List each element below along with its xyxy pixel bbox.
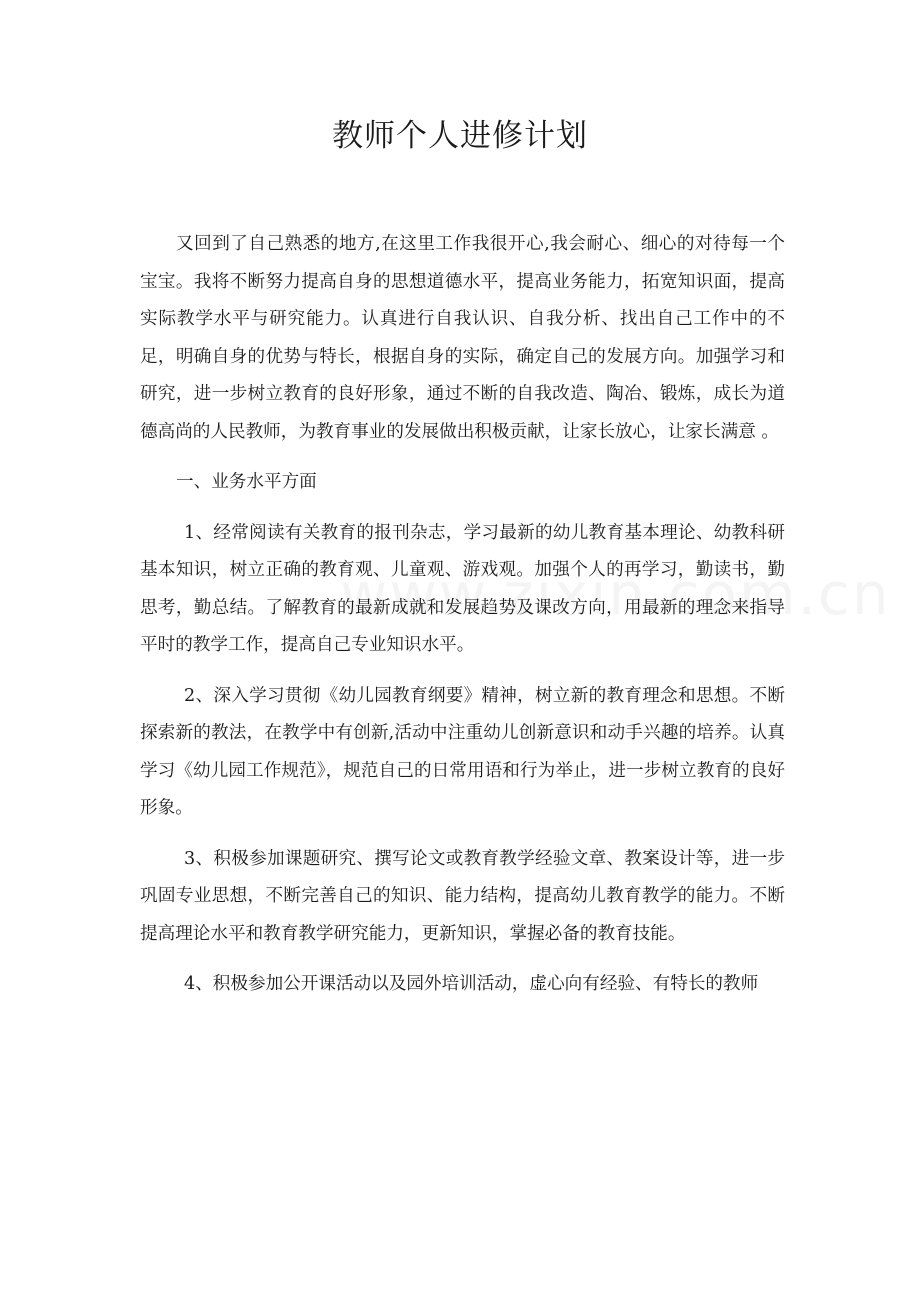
list-item-2: 2、深入学习贯彻《幼儿园教育纲要》精神，树立新的教育理念和思想。不断探索新的教法，在教学中有创新,活动中注重幼儿创新意识和动手兴趣的培养。认真学习《幼儿园工作规范》，规范自己的日常用语和行为举止，进一步树立教育的良好形象。 <box>140 685 785 818</box>
list-item-3: 3、积极参加课题研究、撰写论文或教育教学经验文章、教案设计等，进一步巩固专业思想，不断完善自己的知识、能力结构，提高幼儿教育教学的能力。不断提高理论水平和教育教学研究能力，更新知识，掌握必备的教育技能。 <box>140 848 785 944</box>
section-heading: 一、业务水平方面 <box>176 472 317 492</box>
document-title: 教师个人进修计划 <box>332 118 588 154</box>
list-item-1: 1、经常阅读有关教育的报刊杂志，学习最新的幼儿教育基本理论、幼教科研基本知识，树立正确的教育观、儿童观、游戏观。加强个人的再学习，勤读书，勤思考，勤总结。了解教育的最新成就和发展趋势及课改方向，用最新的理念来指导平时的教学工作，提高自己专业知识水平。 <box>140 522 785 655</box>
intro-paragraph: 又回到了自己熟悉的地方,在这里工作我很开心,我会耐心、细心的对待每一个宝宝。我将不断努力提高自身的思想道德水平，提高业务能力，拓宽知识面，提高实际教学水平与研究能力。认真进行自我认识、自我分析、找出自己工作中的不足，明确自身的优势与特长，根据自身的实际，确定自己的发展方向。加强学习和研究，进一步树立教育的良好形象，通过不断的自我改造、陶冶、锻炼，成长为道德高尚的人民教师，为教育事业的发展做出积极贡献，让家长放心，让家长满意 。 <box>140 234 785 442</box>
list-item-4: 4、积极参加公开课活动以及园外培训活动，虚心向有经验、有特长的教师 <box>184 974 759 994</box>
document-body <box>140 226 785 1017</box>
